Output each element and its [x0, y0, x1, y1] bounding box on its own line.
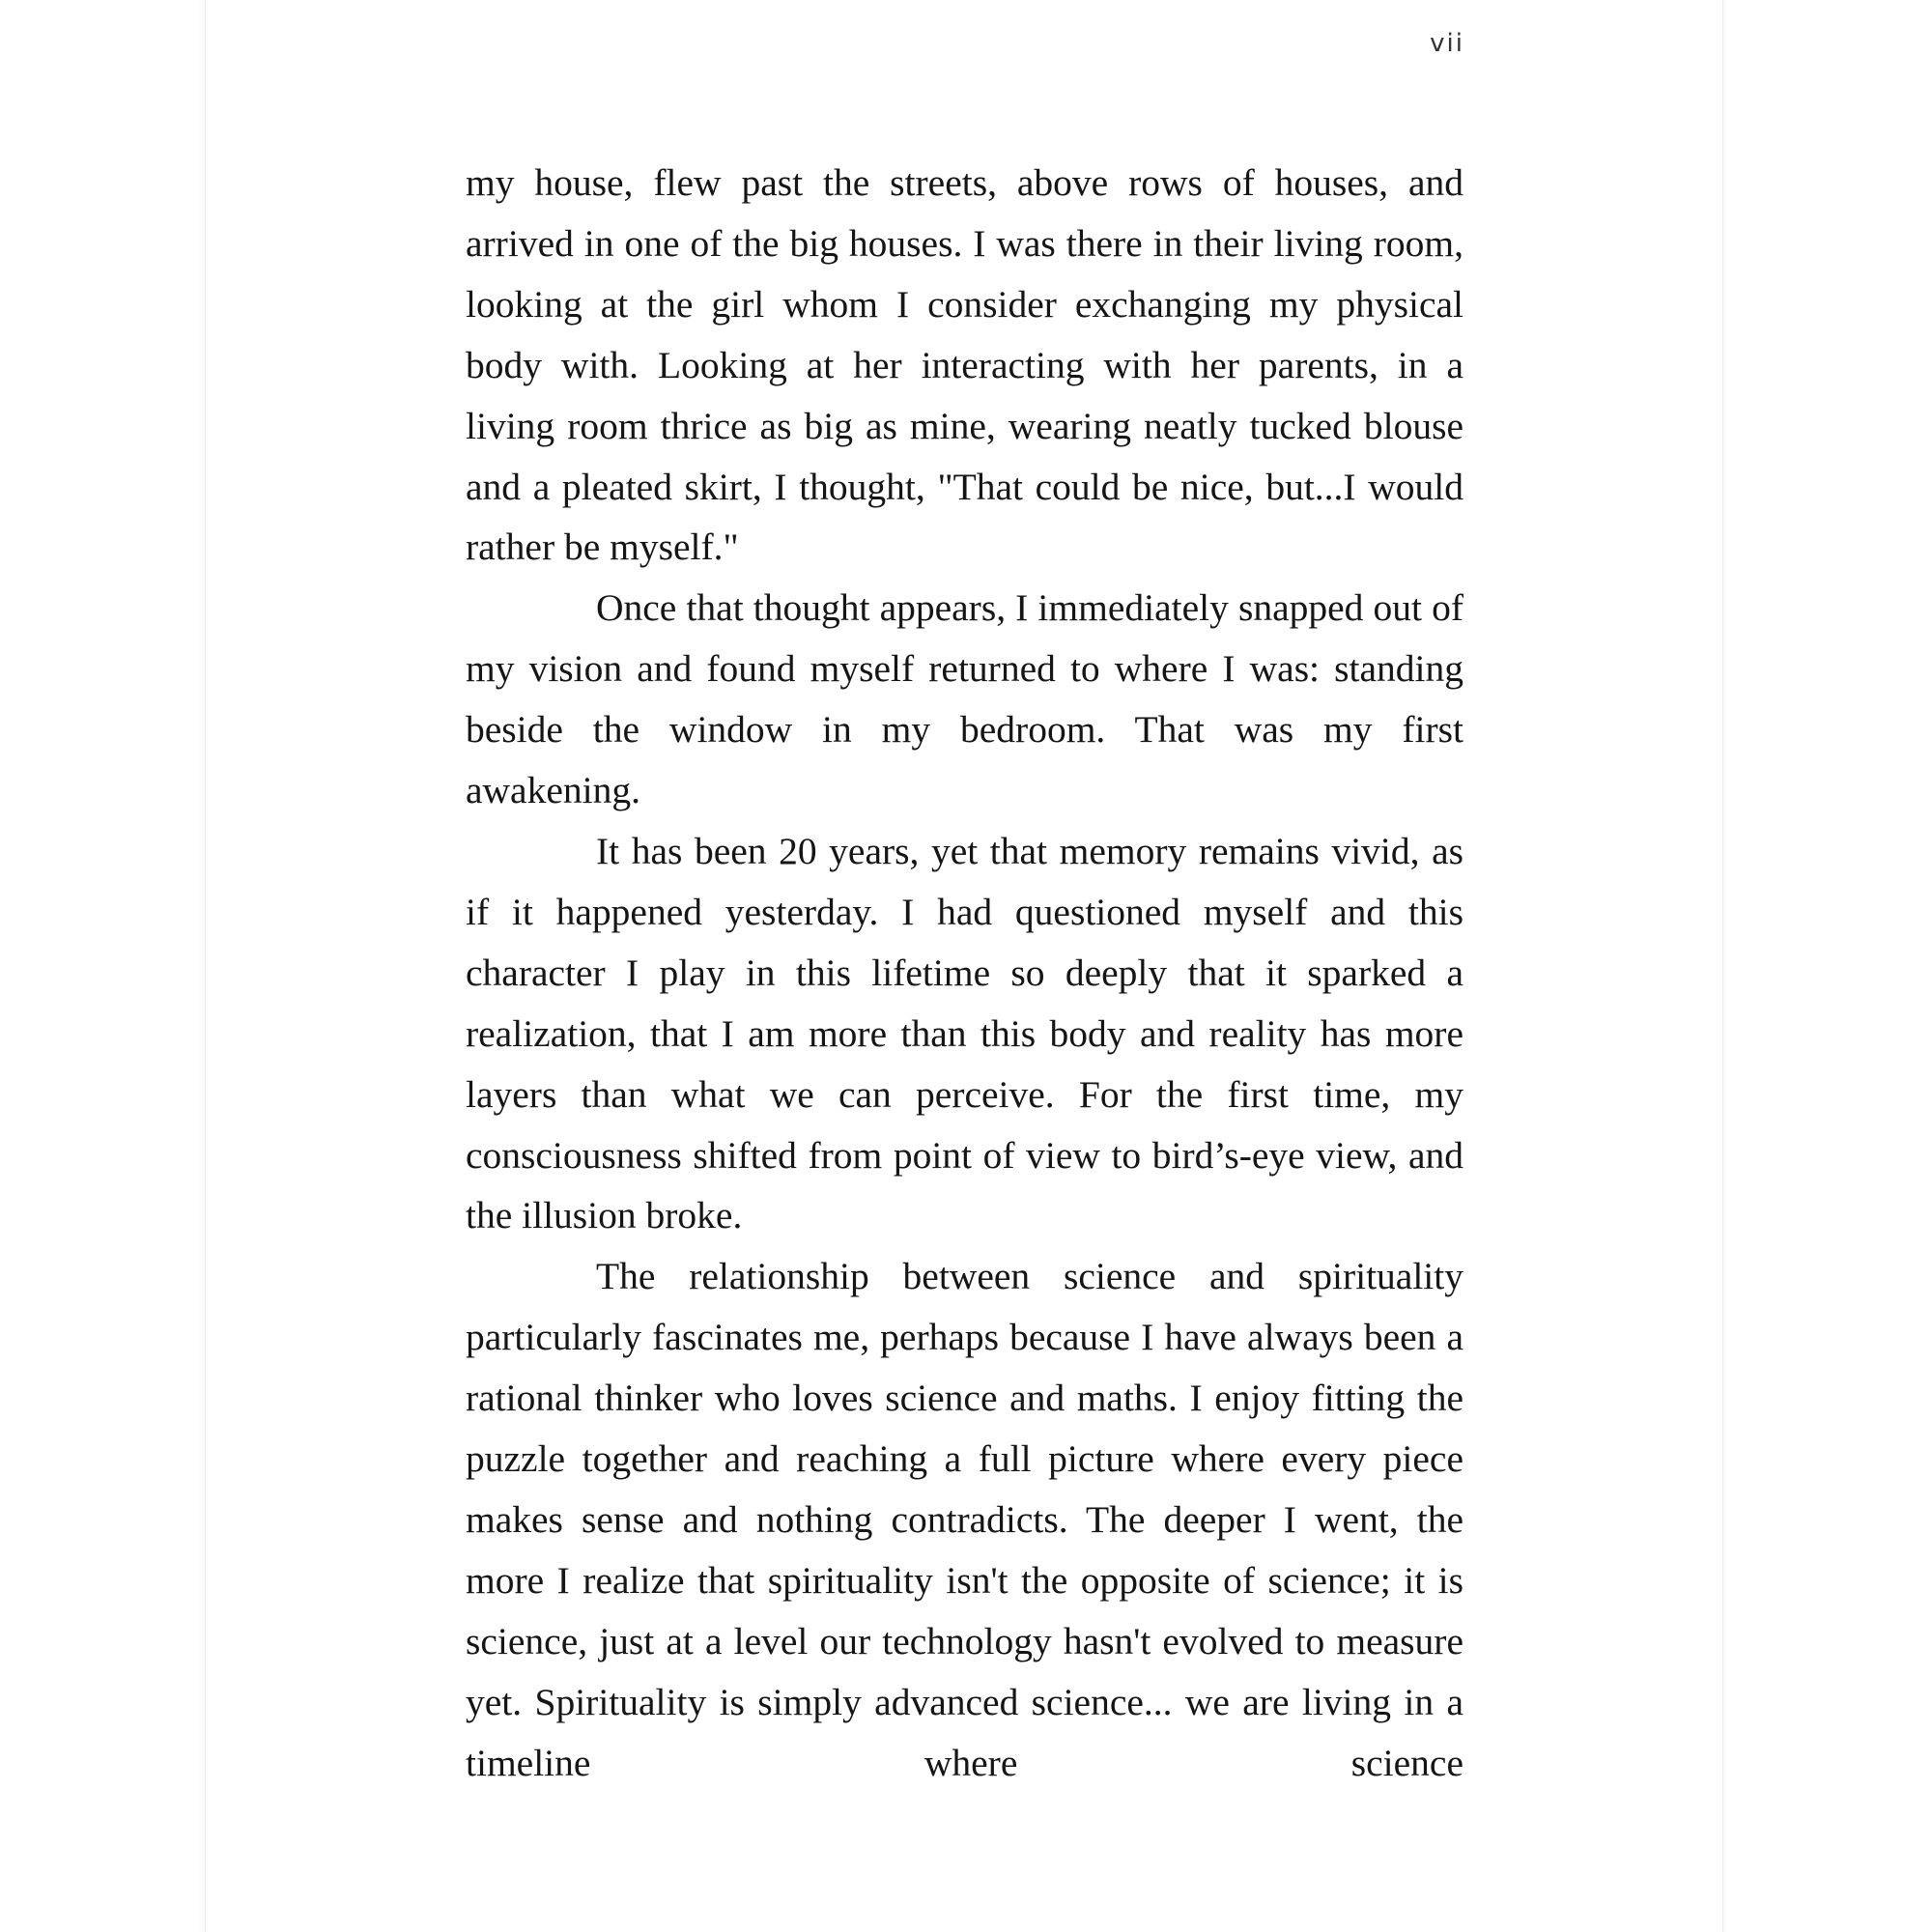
page-number: vii	[1430, 29, 1464, 58]
paragraph-3: It has been 20 years, yet that memory remains vivid, as if it happened yesterday. I had questioned myself and this character I play in this lifetime so deeply that it sparked a realization, that I am more than this body and reality has more layers than what we can perceive. For the first time, my consciousness shifted from point of view to bird’s-eye view, and the illusion broke.	[466, 829, 1463, 1237]
paragraph-4: The relationship between science and spirituality particularly fascinates me, perhaps because I have always been a rational thinker who loves science and maths. I enjoy fitting the puzzle together and reaching a full picture where every piece makes sense and nothing contradicts. The deeper I went, the more I realize that spirituality isn't the opposite of science; it is science, just at a level our technology hasn't evolved to measure yet. Spirituality is simply advanced science... we are living in a timeline where science	[466, 1255, 1463, 1784]
page-body-text	[466, 153, 1463, 1793]
paragraph-1: my house, flew past the streets, above rows of houses, and arrived in one of the big houses. I was there in their living room, looking at the girl whom I consider exchanging my physical body with. Looking at her interacting with her parents, in a living room thrice as big as mine, wearing neatly tucked blouse and a pleated skirt, I thought, "That could be nice, but...I would rather be myself."	[466, 161, 1463, 569]
paragraph-2: Once that thought appears, I immediately snapped out of my vision and found myself returned to where I was: standing beside the window in my bedroom. That was my first awakening.	[466, 586, 1463, 812]
